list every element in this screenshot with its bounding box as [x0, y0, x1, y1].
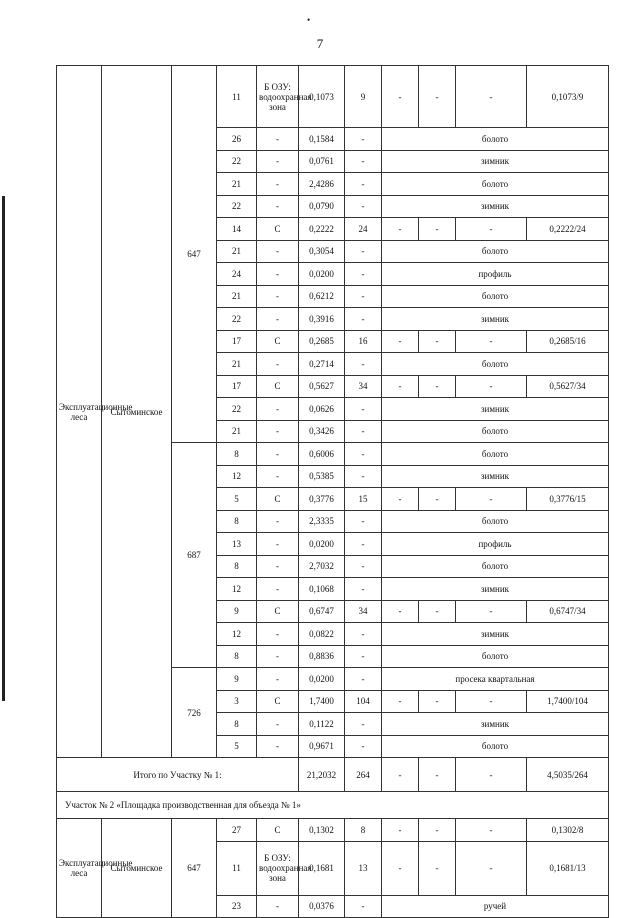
ratio-cell: 0,3776/15 [527, 488, 609, 511]
dash-cell: - [419, 488, 456, 511]
dash-cell: - [456, 600, 527, 623]
dash-cell: - [419, 375, 456, 398]
land-note-cell: зимник [382, 398, 609, 421]
count-cell: 15 [345, 488, 382, 511]
category-cell: - [257, 645, 299, 668]
dash-cell: - [456, 375, 527, 398]
category-cell: - [257, 195, 299, 218]
land-note-cell: профиль [382, 263, 609, 286]
dash-cell: - [382, 690, 419, 713]
plot-number-cell: 12 [217, 578, 257, 601]
dash-cell: - [456, 758, 527, 792]
category-cell: С [257, 330, 299, 353]
plot-number-cell: 21 [217, 240, 257, 263]
quarter-cell: 647 [172, 819, 217, 918]
dash-cell: - [382, 819, 419, 842]
area-cell: 0,0790 [299, 195, 345, 218]
plot-number-cell: 8 [217, 645, 257, 668]
category-cell: С [257, 375, 299, 398]
total-label-cell: Итого по Участку № 1: [57, 758, 299, 792]
dash-cell: - [419, 66, 456, 128]
category-cell: - [257, 895, 299, 918]
category-cell: - [257, 735, 299, 758]
plot-number-cell: 12 [217, 623, 257, 646]
dash-cell: - [456, 218, 527, 241]
land-note-cell: болото [382, 555, 609, 578]
quarter-cell: 726 [172, 668, 217, 758]
category-cell: С [257, 819, 299, 842]
category-cell: - [257, 465, 299, 488]
dash-cell: - [419, 758, 456, 792]
dash-cell: - [382, 218, 419, 241]
plot-number-cell: 5 [217, 488, 257, 511]
dash-cell: - [456, 819, 527, 842]
plot-number-cell: 17 [217, 375, 257, 398]
area-cell: 0,3054 [299, 240, 345, 263]
table-row [57, 819, 609, 842]
dash-cell: - [419, 218, 456, 241]
ratio-cell: 0,2685/16 [527, 330, 609, 353]
count-cell: 34 [345, 375, 382, 398]
category-cell: С [257, 600, 299, 623]
area-cell: 0,1584 [299, 128, 345, 151]
category-cell: - [257, 668, 299, 691]
count-cell: - [345, 578, 382, 601]
category-cell: - [257, 150, 299, 173]
land-note-cell: болото [382, 173, 609, 196]
area-cell: 0,0200 [299, 533, 345, 556]
page-number: 7 [316, 36, 324, 51]
plot-number-cell: 11 [217, 841, 257, 895]
dash-cell: - [456, 690, 527, 713]
quarter-cell: 647 [172, 66, 217, 443]
count-cell: 16 [345, 330, 382, 353]
dash-cell: - [456, 330, 527, 353]
count-cell: - [345, 443, 382, 466]
area-cell: 0,2685 [299, 330, 345, 353]
category-cell: С [257, 690, 299, 713]
count-cell: 34 [345, 600, 382, 623]
category-cell: - [257, 308, 299, 331]
category-cell: - [257, 398, 299, 421]
total-area-cell: 21,2032 [299, 758, 345, 792]
dash-cell: - [419, 841, 456, 895]
plot-number-cell: 17 [217, 330, 257, 353]
count-cell: - [345, 240, 382, 263]
plot-number-cell: 22 [217, 308, 257, 331]
land-note-cell: болото [382, 285, 609, 308]
ratio-cell: 0,2222/24 [527, 218, 609, 241]
section-2-body [57, 792, 609, 918]
land-note-cell: зимник [382, 465, 609, 488]
plot-number-cell: 12 [217, 465, 257, 488]
category-cell: С [257, 488, 299, 511]
count-cell: - [345, 263, 382, 286]
ratio-cell: 0,1302/8 [527, 819, 609, 842]
plot-number-cell: 23 [217, 895, 257, 918]
land-note-cell: болото [382, 240, 609, 263]
count-cell: 13 [345, 841, 382, 895]
ratio-cell: 0,1681/13 [527, 841, 609, 895]
land-note-cell: болото [382, 510, 609, 533]
dash-cell: - [456, 488, 527, 511]
count-cell: - [345, 308, 382, 331]
count-cell: 24 [345, 218, 382, 241]
ratio-cell: 1,7400/104 [527, 690, 609, 713]
category-cell: - [257, 578, 299, 601]
forest-use-cell: Эксплуатационные леса [57, 66, 102, 758]
total-row [57, 758, 609, 792]
plot-number-cell: 21 [217, 353, 257, 376]
count-cell: - [345, 285, 382, 308]
plot-number-cell: 24 [217, 263, 257, 286]
area-cell: 0,0626 [299, 398, 345, 421]
ratio-cell: 0,5627/34 [527, 375, 609, 398]
dash-cell: - [382, 600, 419, 623]
count-cell: - [345, 195, 382, 218]
land-note-cell: зимник [382, 150, 609, 173]
land-note-cell: болото [382, 128, 609, 151]
count-cell: 8 [345, 819, 382, 842]
land-note-cell: болото [382, 645, 609, 668]
category-cell: - [257, 263, 299, 286]
plot-number-cell: 21 [217, 420, 257, 443]
section-heading-row [57, 792, 609, 819]
land-note-cell: ручей [382, 895, 609, 918]
dash-cell: - [456, 841, 527, 895]
area-cell: 0,9671 [299, 735, 345, 758]
category-cell: - [257, 510, 299, 533]
category-cell: - [257, 555, 299, 578]
table-row [57, 66, 609, 128]
land-note-cell: профиль [382, 533, 609, 556]
land-note-cell: зимник [382, 308, 609, 331]
forestry-cell: Сытоминское [102, 66, 172, 758]
section-1-body [57, 66, 609, 792]
dash-cell: - [419, 690, 456, 713]
category-cell: Б ОЗУ: водоохранная зона [257, 66, 299, 128]
category-cell: - [257, 623, 299, 646]
area-cell: 0,0376 [299, 895, 345, 918]
category-cell: - [257, 713, 299, 736]
plot-number-cell: 8 [217, 443, 257, 466]
area-cell: 0,5385 [299, 465, 345, 488]
area-cell: 0,6212 [299, 285, 345, 308]
plot-number-cell: 13 [217, 533, 257, 556]
category-cell: Б ОЗУ: водоохранная зона [257, 841, 299, 895]
section-heading-cell: Участок № 2 «Площадка производственная для объезда № 1» [57, 792, 609, 819]
forest-plots-table [56, 65, 609, 918]
land-note-cell: зимник [382, 195, 609, 218]
total-count-cell: 264 [345, 758, 382, 792]
count-cell: - [345, 150, 382, 173]
count-cell: - [345, 465, 382, 488]
plot-number-cell: 26 [217, 128, 257, 151]
area-cell: 0,6006 [299, 443, 345, 466]
dash-cell: - [419, 600, 456, 623]
area-cell: 0,2714 [299, 353, 345, 376]
area-cell: 0,1068 [299, 578, 345, 601]
plot-number-cell: 3 [217, 690, 257, 713]
land-note-cell: болото [382, 420, 609, 443]
count-cell: - [345, 128, 382, 151]
area-cell: 0,3776 [299, 488, 345, 511]
area-cell: 0,1073 [299, 66, 345, 128]
ratio-cell: 0,6747/34 [527, 600, 609, 623]
count-cell: - [345, 173, 382, 196]
total-ratio-cell: 4,5035/264 [527, 758, 609, 792]
area-cell: 0,3426 [299, 420, 345, 443]
plot-number-cell: 21 [217, 173, 257, 196]
area-cell: 0,1122 [299, 713, 345, 736]
plot-number-cell: 8 [217, 555, 257, 578]
dash-cell: - [382, 488, 419, 511]
area-cell: 0,2222 [299, 218, 345, 241]
count-cell: - [345, 398, 382, 421]
scan-margin-bar [2, 196, 5, 701]
page-mark: • [307, 15, 311, 25]
land-note-cell: просека квартальная [382, 668, 609, 691]
count-cell: - [345, 895, 382, 918]
area-cell: 0,0822 [299, 623, 345, 646]
plot-number-cell: 8 [217, 713, 257, 736]
plot-number-cell: 5 [217, 735, 257, 758]
plot-number-cell: 22 [217, 150, 257, 173]
category-cell: - [257, 128, 299, 151]
count-cell: - [345, 623, 382, 646]
count-cell: - [345, 668, 382, 691]
plot-number-cell: 14 [217, 218, 257, 241]
category-cell: С [257, 218, 299, 241]
dash-cell: - [382, 841, 419, 895]
area-cell: 0,1681 [299, 841, 345, 895]
plot-number-cell: 21 [217, 285, 257, 308]
ratio-cell: 0,1073/9 [527, 66, 609, 128]
area-cell: 0,0200 [299, 263, 345, 286]
area-cell: 1,7400 [299, 690, 345, 713]
plot-number-cell: 27 [217, 819, 257, 842]
area-cell: 2,3335 [299, 510, 345, 533]
land-note-cell: болото [382, 735, 609, 758]
count-cell: 9 [345, 66, 382, 128]
count-cell: - [345, 645, 382, 668]
category-cell: - [257, 443, 299, 466]
area-cell: 2,7032 [299, 555, 345, 578]
category-cell: - [257, 533, 299, 556]
area-cell: 0,5627 [299, 375, 345, 398]
plot-number-cell: 22 [217, 398, 257, 421]
category-cell: - [257, 173, 299, 196]
area-cell: 0,0761 [299, 150, 345, 173]
area-cell: 0,1302 [299, 819, 345, 842]
category-cell: - [257, 240, 299, 263]
land-note-cell: болото [382, 353, 609, 376]
count-cell: - [345, 510, 382, 533]
dash-cell: - [382, 330, 419, 353]
land-note-cell: зимник [382, 713, 609, 736]
land-note-cell: болото [382, 443, 609, 466]
count-cell: 104 [345, 690, 382, 713]
dash-cell: - [382, 66, 419, 128]
plot-number-cell: 8 [217, 510, 257, 533]
count-cell: - [345, 555, 382, 578]
plot-number-cell: 9 [217, 600, 257, 623]
dash-cell: - [382, 375, 419, 398]
forestry-cell: Сытоминское [102, 819, 172, 918]
plot-number-cell: 22 [217, 195, 257, 218]
area-cell: 0,3916 [299, 308, 345, 331]
count-cell: - [345, 420, 382, 443]
count-cell: - [345, 735, 382, 758]
forest-use-cell: Эксплуатационные леса [57, 819, 102, 918]
area-cell: 0,6747 [299, 600, 345, 623]
category-cell: - [257, 285, 299, 308]
land-note-cell: зимник [382, 578, 609, 601]
category-cell: - [257, 420, 299, 443]
category-cell: - [257, 353, 299, 376]
count-cell: - [345, 533, 382, 556]
plot-number-cell: 9 [217, 668, 257, 691]
dash-cell: - [456, 66, 527, 128]
plot-number-cell: 11 [217, 66, 257, 128]
area-cell: 0,8836 [299, 645, 345, 668]
count-cell: - [345, 353, 382, 376]
dash-cell: - [382, 758, 419, 792]
area-cell: 0,0200 [299, 668, 345, 691]
area-cell: 2,4286 [299, 173, 345, 196]
land-note-cell: зимник [382, 623, 609, 646]
dash-cell: - [419, 819, 456, 842]
quarter-cell: 687 [172, 443, 217, 668]
dash-cell: - [419, 330, 456, 353]
count-cell: - [345, 713, 382, 736]
